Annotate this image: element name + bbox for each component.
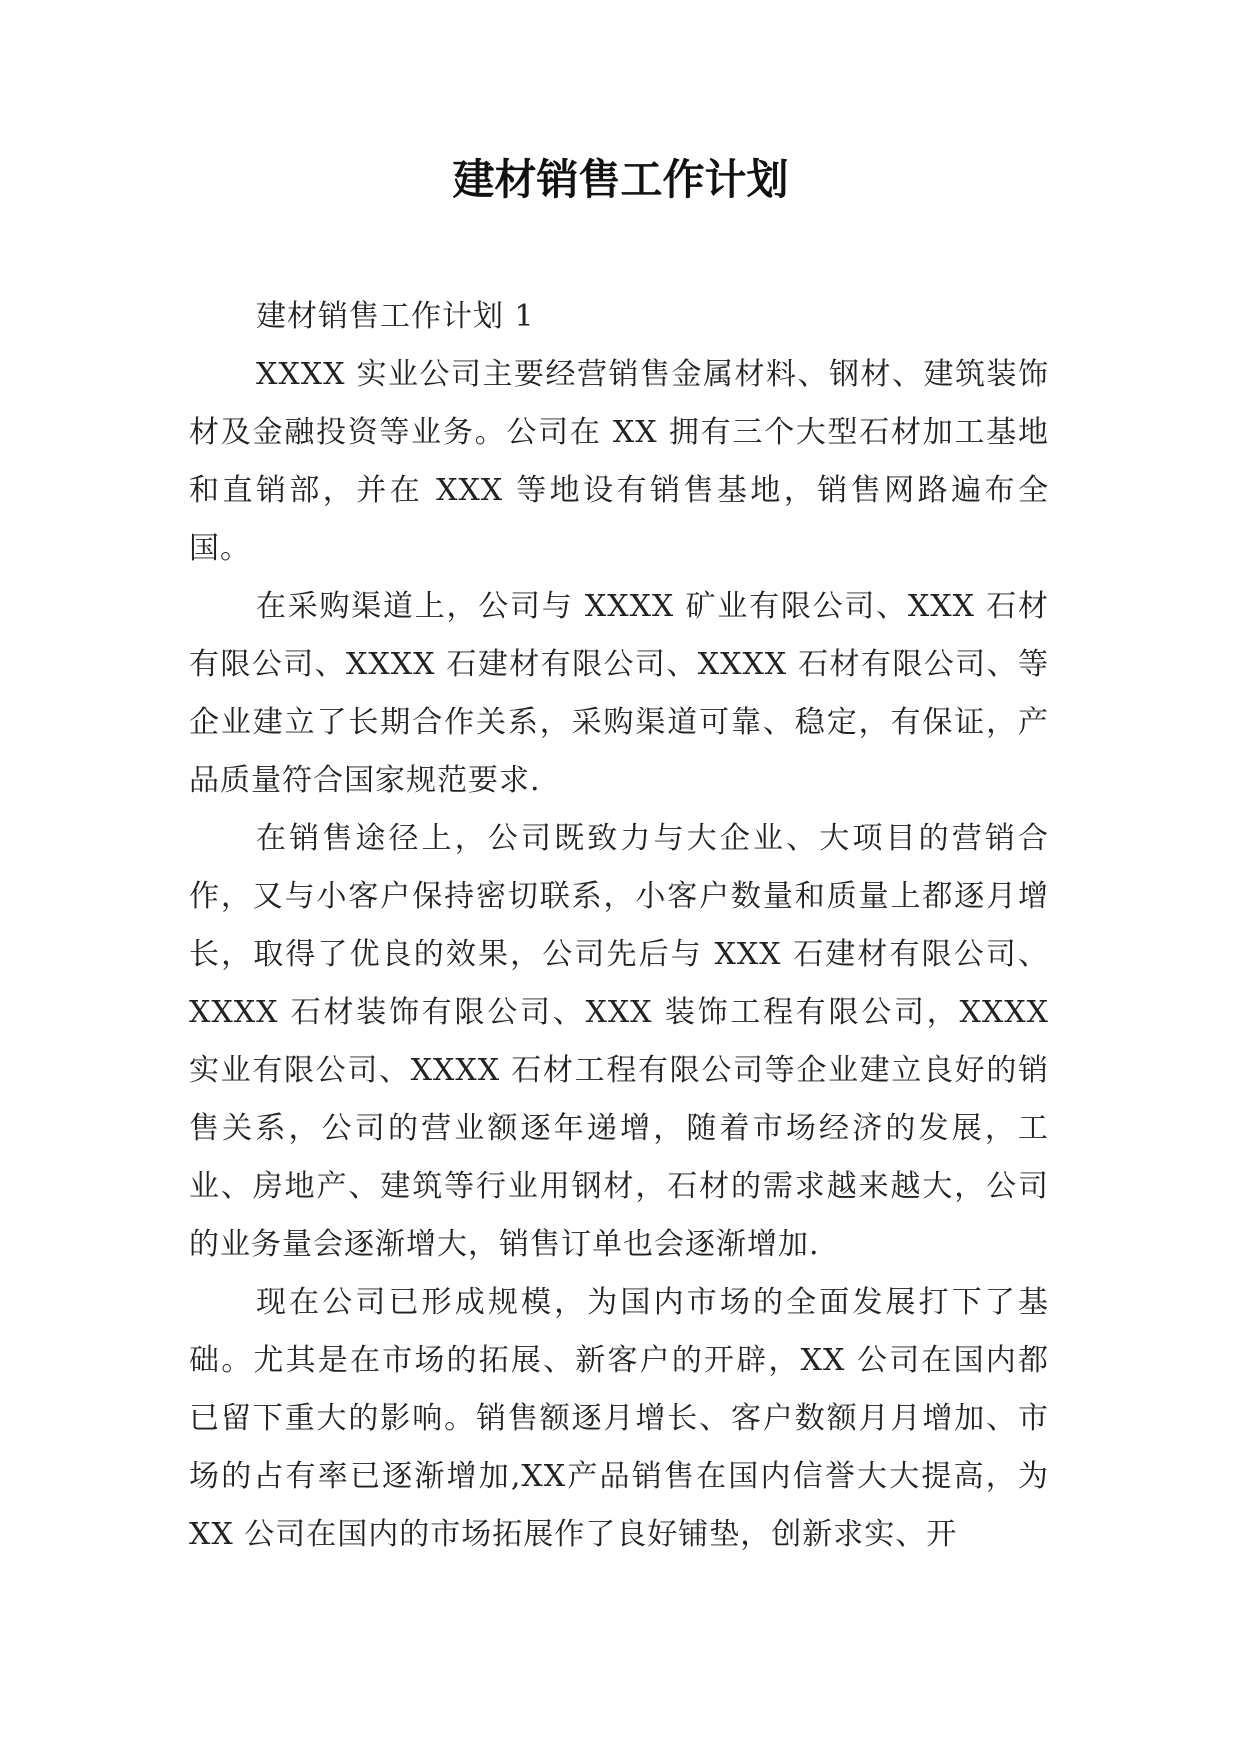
paragraph-purchasing-channels: 在采购渠道上，公司与 XXXX 矿业有限公司、XXX 石材有限公司、XXXX 石建材有限公司、XXXX 石材有限公司、等企业建立了长期合作关系，采购渠道可靠、稳定，有保证，产品质量符合国家规范要求. — [189, 589, 1049, 798]
paragraph-current-status: 现在公司已形成规模，为国内市场的全面发展打下了基础。尤其是在市场的拓展、新客户的开辟，XX 公司在国内都已留下重大的影响。销售额逐月增长、客户数额月月增加、市场的占有率已逐渐增加,XX产品销售在国内信誉大大提高，为 XX 公司在国内的市场拓展作了良好铺垫，创新求实、开 — [189, 1285, 1049, 1552]
document-title: 建材销售工作计划 — [452, 155, 789, 204]
paragraph-company-intro: XXXX 实业公司主要经营销售金属材料、钢材、建筑装饰材及金融投资等业务。公司在 XX 拥有三个大型石材加工基地和直销部，并在 XXX 等地设有销售基地，销售网路遍布全国。 — [189, 357, 1049, 566]
paragraph-section-heading: 建材销售工作计划 1 — [256, 299, 535, 334]
paragraph-sales-channels: 在销售途径上，公司既致力与大企业、大项目的营销合作，又与小客户保持密切联系，小客户数量和质量上都逐月增长，取得了优良的效果，公司先后与 XXX 石建材有限公司、XXXX 石材装饰有限公司、XXX 装饰工程有限公司，XXXX 实业有限公司、XXXX 石材工程有限公司等企业建立良好的销售关系，公司的营业额逐年递增，随着市场经济的发展，工业、房地产、建筑等行业用钢材，石材的需求越来越大，公司的业务量会逐渐增大，销售订单也会逐渐增加. — [189, 821, 1049, 1262]
document-body — [189, 288, 1049, 1564]
